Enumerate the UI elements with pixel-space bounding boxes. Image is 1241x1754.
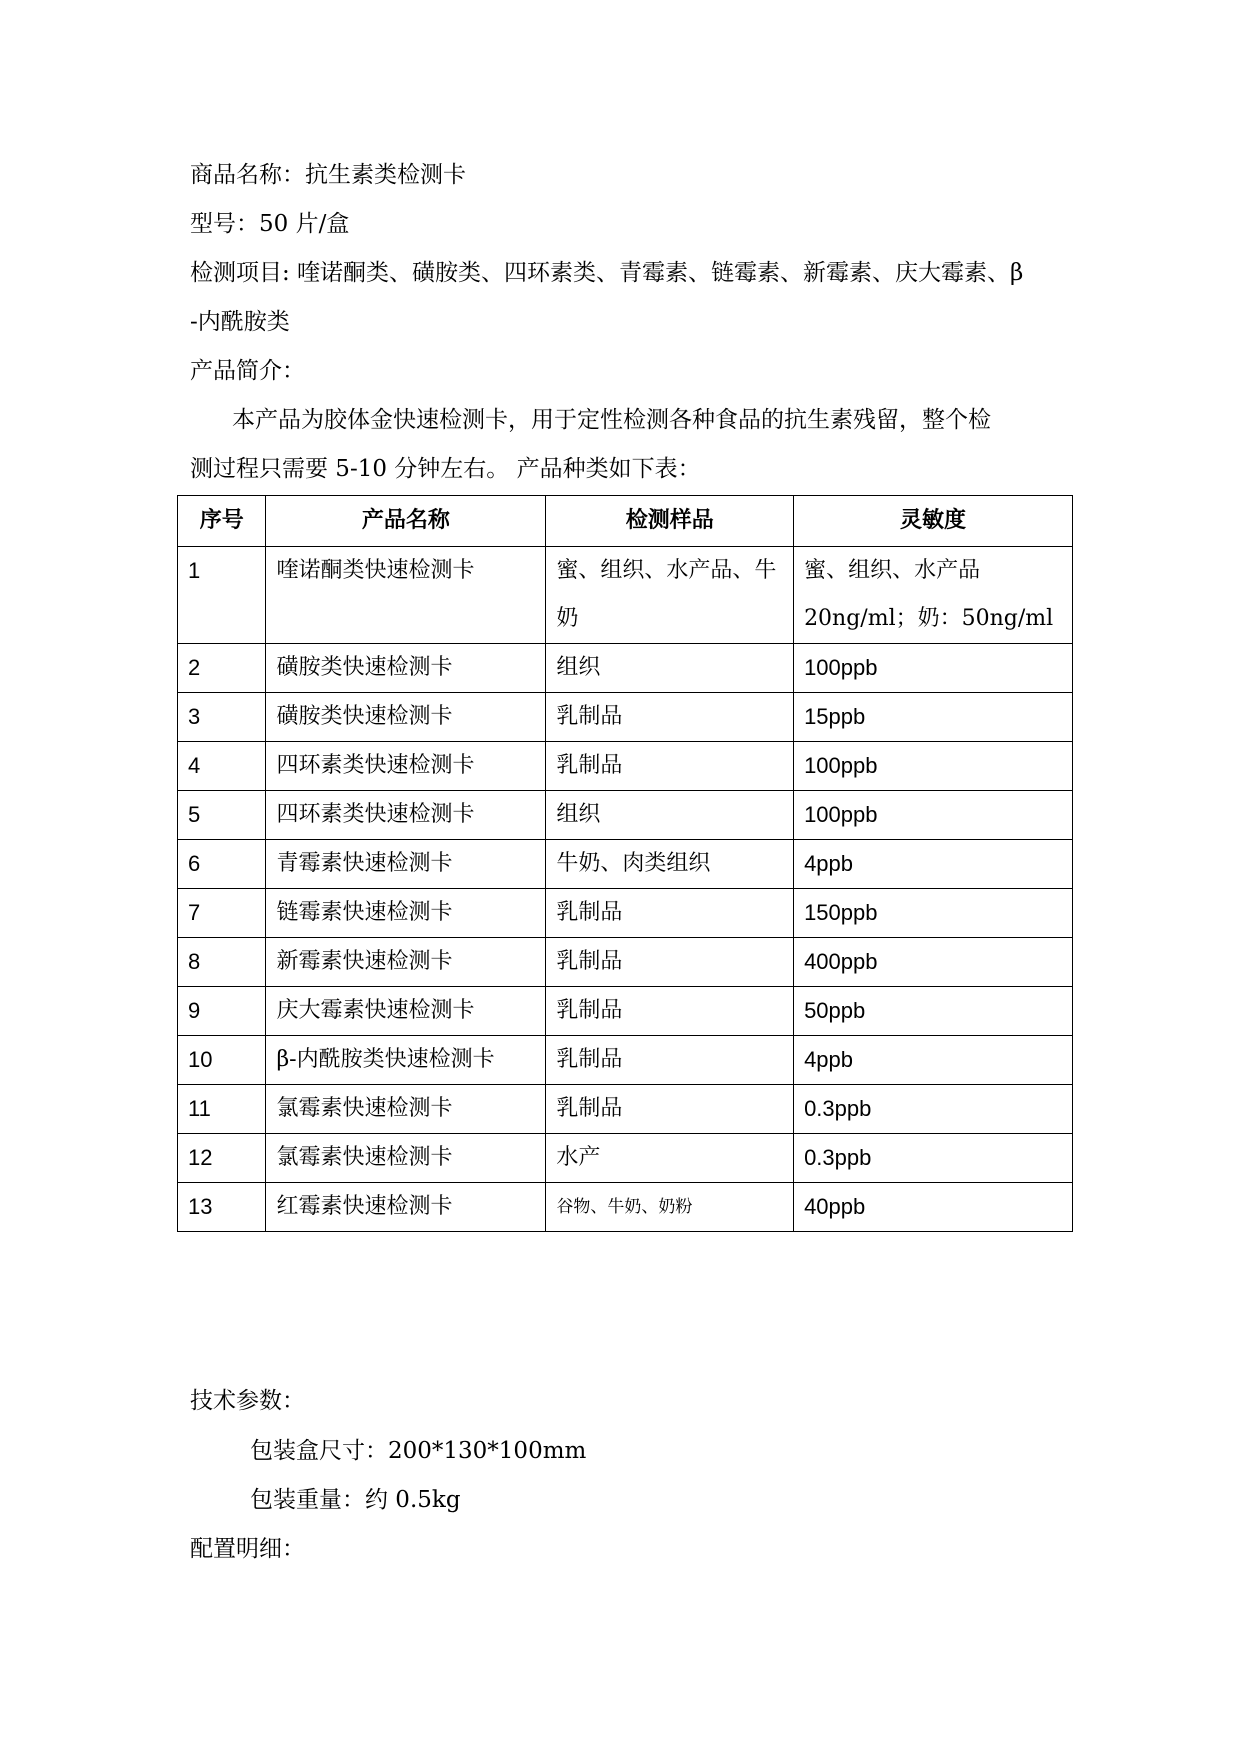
cell-no: 8 xyxy=(178,938,266,987)
cell-no: 12 xyxy=(178,1134,266,1183)
cell-name: 氯霉素快速检测卡 xyxy=(266,1085,546,1134)
cell-sensitivity: 0.3ppb xyxy=(794,1134,1073,1183)
cell-sensitivity: 50ppb xyxy=(794,987,1073,1036)
table-row xyxy=(178,1134,1073,1183)
cell-no: 13 xyxy=(178,1183,266,1232)
cell-name: 磺胺类快速检测卡 xyxy=(266,644,546,693)
cell-sensitivity: 100ppb xyxy=(794,644,1073,693)
cell-sensitivity: 4ppb xyxy=(794,840,1073,889)
cell-sample: 乳制品 xyxy=(546,693,794,742)
table-header-row xyxy=(178,496,1073,547)
cell-sensitivity: 0.3ppb xyxy=(794,1085,1073,1134)
cell-no: 9 xyxy=(178,987,266,1036)
cell-sensitivity: 15ppb xyxy=(794,693,1073,742)
cell-sample: 乳制品 xyxy=(546,742,794,791)
intro-paragraph-line-1: 本产品为胶体金快速检测卡，用于定性检测各种食品的抗生素残留，整个检 xyxy=(232,407,991,433)
cell-sensitivity: 100ppb xyxy=(794,791,1073,840)
cell-sample: 组织 xyxy=(546,791,794,840)
table-row xyxy=(178,693,1073,742)
cell-name: 青霉素快速检测卡 xyxy=(266,840,546,889)
cell-sample: 乳制品 xyxy=(546,1085,794,1134)
table-row xyxy=(178,840,1073,889)
cell-sample: 牛奶、肉类组织 xyxy=(546,840,794,889)
header-sample: 检测样品 xyxy=(546,496,794,547)
header-no: 序号 xyxy=(178,496,266,547)
cell-sample: 蜜、组织、水产品、牛奶 xyxy=(546,547,794,644)
table-row xyxy=(178,889,1073,938)
cell-name: 新霉素快速检测卡 xyxy=(266,938,546,987)
cell-name: β-内酰胺类快速检测卡 xyxy=(266,1036,546,1085)
items-line-2: -内酰胺类 xyxy=(190,309,290,335)
intro-heading: 产品简介： xyxy=(190,358,305,384)
cell-no: 2 xyxy=(178,644,266,693)
cell-sensitivity: 150ppb xyxy=(794,889,1073,938)
cell-name: 四环素类快速检测卡 xyxy=(266,742,546,791)
table-row xyxy=(178,1036,1073,1085)
table-row xyxy=(178,938,1073,987)
table-row xyxy=(178,547,1073,644)
cell-no: 4 xyxy=(178,742,266,791)
cell-no: 7 xyxy=(178,889,266,938)
table-row xyxy=(178,987,1073,1036)
cell-sample: 组织 xyxy=(546,644,794,693)
table-row xyxy=(178,1085,1073,1134)
cell-name: 喹诺酮类快速检测卡 xyxy=(266,547,546,644)
cell-sample: 水产 xyxy=(546,1134,794,1183)
cell-no: 6 xyxy=(178,840,266,889)
product-table xyxy=(177,495,1073,1232)
cell-no: 5 xyxy=(178,791,266,840)
cell-sensitivity: 蜜、组织、水产品 20ng/ml；奶：50ng/ml xyxy=(794,547,1073,644)
cell-no: 3 xyxy=(178,693,266,742)
header-name: 产品名称 xyxy=(266,496,546,547)
cell-sensitivity: 40ppb xyxy=(794,1183,1073,1232)
cell-sample: 乳制品 xyxy=(546,1036,794,1085)
cell-sensitivity: 100ppb xyxy=(794,742,1073,791)
table-row xyxy=(178,791,1073,840)
cell-sample: 谷物、牛奶、奶粉 xyxy=(546,1183,794,1232)
cell-sample: 乳制品 xyxy=(546,938,794,987)
tech-heading: 技术参数： xyxy=(190,1388,305,1414)
cell-name: 磺胺类快速检测卡 xyxy=(266,693,546,742)
intro-paragraph-line-2: 测过程只需要 5-10 分钟左右。 产品种类如下表： xyxy=(190,456,701,482)
table-row xyxy=(178,1183,1073,1232)
cell-sensitivity: 400ppb xyxy=(794,938,1073,987)
cell-name: 链霉素快速检测卡 xyxy=(266,889,546,938)
header-sensitivity: 灵敏度 xyxy=(794,496,1073,547)
cell-no: 11 xyxy=(178,1085,266,1134)
cell-no: 10 xyxy=(178,1036,266,1085)
items-line-1: 检测项目: 喹诺酮类、磺胺类、四环素类、青霉素、链霉素、新霉素、庆大霉素、β xyxy=(190,260,1024,286)
cell-name: 红霉素快速检测卡 xyxy=(266,1183,546,1232)
cell-name: 庆大霉素快速检测卡 xyxy=(266,987,546,1036)
weight-line: 包装重量：约 0.5kg xyxy=(250,1487,461,1513)
table-row xyxy=(178,742,1073,791)
cell-no: 1 xyxy=(178,547,266,644)
product-name-line: 商品名称：抗生素类检测卡 xyxy=(190,162,466,188)
cell-name: 氯霉素快速检测卡 xyxy=(266,1134,546,1183)
cell-sample: 乳制品 xyxy=(546,987,794,1036)
box-size-line: 包装盒尺寸：200*130*100mm xyxy=(250,1438,587,1464)
cell-sensitivity: 4ppb xyxy=(794,1036,1073,1085)
table-row xyxy=(178,644,1073,693)
cell-sample: 乳制品 xyxy=(546,889,794,938)
config-heading: 配置明细： xyxy=(190,1536,305,1562)
cell-name: 四环素类快速检测卡 xyxy=(266,791,546,840)
model-line: 型号：50 片/盒 xyxy=(190,211,350,237)
